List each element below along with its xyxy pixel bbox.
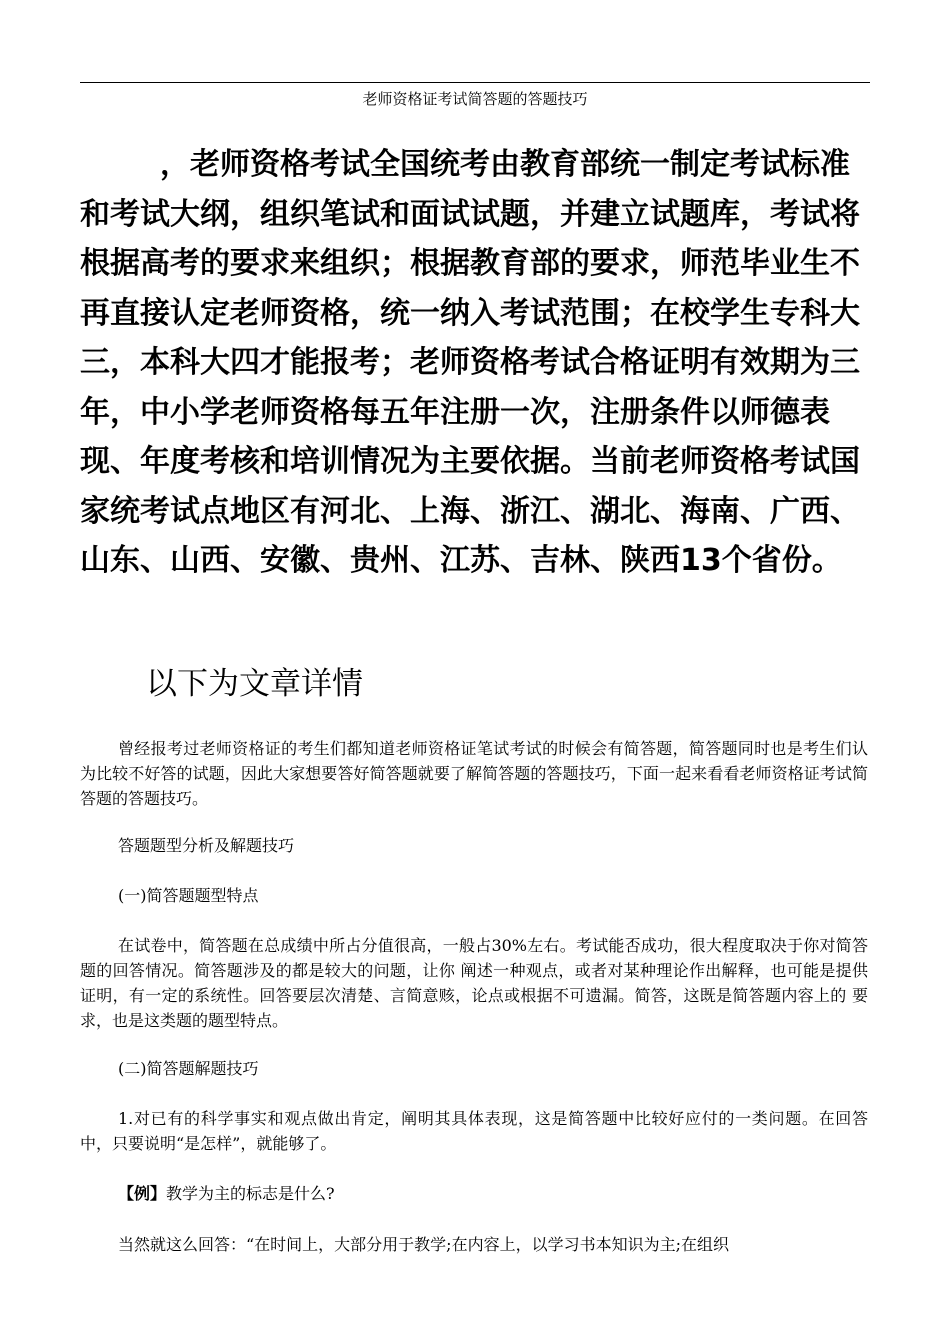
subsection-1-body: 在试卷中，简答题在总成绩中所占分值很高，一般占30%左右。考试能否成功，很大程度取决于你对简答题的回答情况。简答题涉及的都是较大的问题，让你 阐述一种观点，或者对某种理论作出解释，也可能是提供证明，有一定的系统性。回答要层次清楚、言简意赅，论点或根据不可遗漏。简答，这既是简答题内容上的 要求，也是这类题的题型特点。 [80, 936, 868, 1030]
intro-paragraph: 曾经报考过老师资格证的考生们都知道老师资格证笔试考试的时候会有简答题，简答题同时也是考生们认为比较不好答的试题，因此大家想要答好简答题就要了解简答题的答题技巧，下面一起来看看老师资格证考试简答题的答题技巧。 [80, 739, 868, 808]
example-question: 教学为主的标志是什么? [166, 1184, 335, 1203]
example-paragraph [80, 1181, 868, 1206]
example-label: 【例】 [118, 1184, 167, 1203]
section-heading: 以下为文章详情 [146, 666, 363, 702]
subsection-1-heading: (一)简答题题型特点 [118, 886, 259, 905]
answer-paragraph: 当然就这么回答：“在时间上，大部分用于教学;在内容上，以学习书本知识为主;在组织 [118, 1235, 729, 1254]
tip-1-paragraph: 1.对已有的科学事实和观点做出肯定，阐明其具体表现，这是简答题中比较好应付的一类问题。在回答中，只要说明“是怎样”，就能够了。 [80, 1109, 868, 1153]
analysis-heading: 答题题型分析及解题技巧 [118, 836, 295, 855]
lead-paragraph: ，老师资格考试全国统考由教育部统一制定考试标准和考试大纲，组织笔试和面试试题，并建立试题库，考试将根据高考的要求来组织；根据教育部的要求，师范毕业生不再直接认定老师资格，统一纳入考试范围；在校学生专科大三，本科大四才能报考；老师资格考试合格证明有效期为三年，中小学老师资格每五年注册一次，注册条件以师德表现、年度考核和培训情况为主要依据。当前老师资格考试国家统考试点地区有河北、上海、浙江、湖北、海南、广西、山东、山西、安徽、贵州、江苏、吉林、陕西13个省份。 [80, 147, 860, 578]
header-divider [80, 82, 870, 83]
subsection-2-heading: (二)简答题解题技巧 [118, 1059, 259, 1078]
page-header-title: 老师资格证考试简答题的答题技巧 [362, 90, 588, 108]
